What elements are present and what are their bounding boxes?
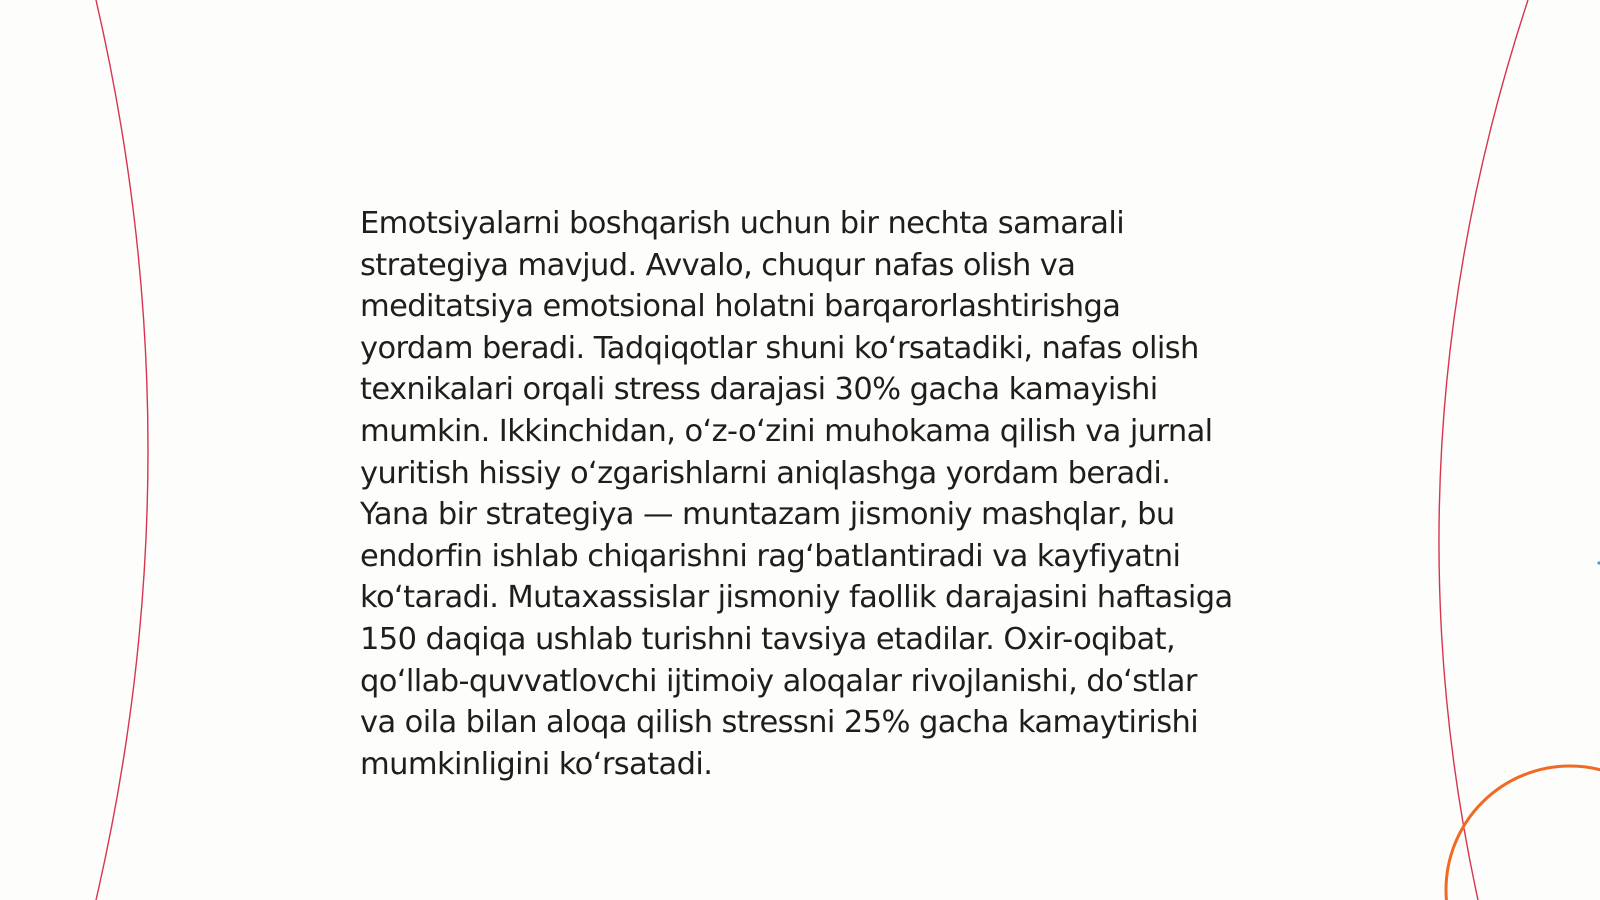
right-curve-line (1439, 0, 1528, 900)
left-curve-line (96, 0, 148, 900)
slide-body-text: Emotsiyalarni boshqarish uchun bir nechta samarali strategiya mavjud. Avvalo, chuqur nafas olish va meditatsiya emotsional holatni barqarorlashtirishga yordam beradi. Tadqiqotlar shuni ko‘rsatadiki, nafas olish texnikalari orqali stress darajasi 30% gacha kamayishi mumkin. Ikkinchidan, o‘z-o‘zini muhokama qilish va jurnal yuritish hissiy o‘zgarishlarni aniqlashga yordam beradi. Yana bir strategiya — muntazam jismoniy mashqlar, bu endorfin ishlab chiqarishni rag‘batlantiradi va kayfiyatni ko‘taradi. Mutaxassislar jismoniy faollik darajasini haftasiga 150 daqiqa ushlab turishni tavsiya etadilar. Oxir-oqibat, qo‘llab-quvvatlovchi ijtimoiy aloqalar rivojlanishi, do‘stlar va oila bilan aloqa qilish stressni 25% gacha kamaytirishi mumkinligini ko‘rsatadi. (360, 206, 1233, 782)
orange-circle-outline (1446, 766, 1600, 900)
